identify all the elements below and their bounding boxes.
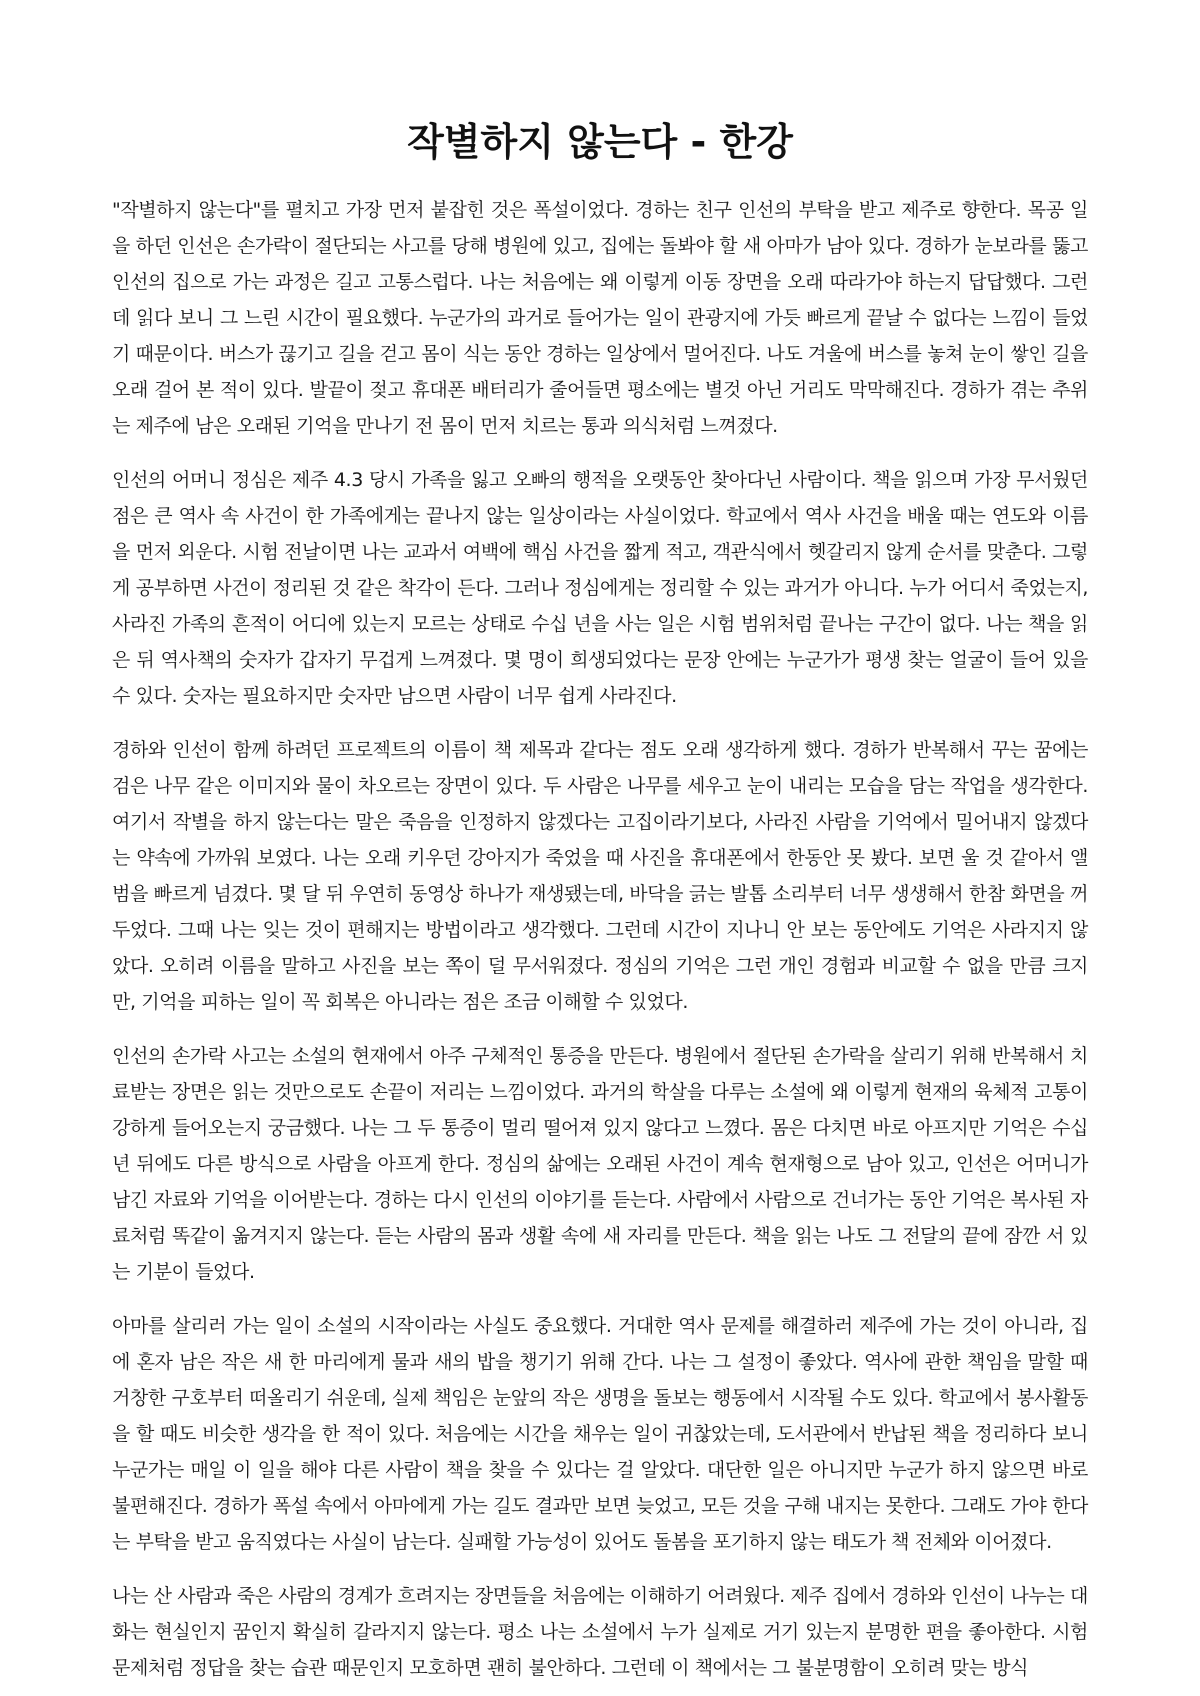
paragraph-4: 인선의 손가락 사고는 소설의 현재에서 아주 구체적인 통증을 만든다. 병원에서 절단된 손가락을 살리기 위해 반복해서 치료받는 장면은 읽는 것만으로도 손끝이 저리는 느낌이었다. 과거의 학살을 다루는 소설에 왜 이렇게 현재의 육체적 고통이 강하게 들어오는지 궁금했다. 나는 그 두 통증이 멀리 떨어져 있지 않다고 느꼈다. 몸은 다치면 바로 아프지만 기억은 수십 년 뒤에도 다른 방식으로 사람을 아프게 한다. 정심의 삶에는 오래된 사건이 계속 현재형으로 남아 있고, 인선은 어머니가 남긴 자료와 기억을 이어받는다. 경하는 다시 인선의 이야기를 듣는다. 사람에서 사람으로 건너가는 동안 기억은 복사된 자료처럼 똑같이 옮겨지지 않는다. 듣는 사람의 몸과 생활 속에 새 자리를 만든다. 책을 읽는 나도 그 전달의 끝에 잠깐 서 있는 기분이 들었다. [112, 1045, 1088, 1283]
paragraph-3: 경하와 인선이 함께 하려던 프로젝트의 이름이 책 제목과 같다는 점도 오래 생각하게 했다. 경하가 반복해서 꾸는 꿈에는 검은 나무 같은 이미지와 물이 차오르는 장면이 있다. 두 사람은 나무를 세우고 눈이 내리는 모습을 담는 작업을 생각한다. 여기서 작별을 하지 않는다는 말은 죽음을 인정하지 않겠다는 고집이라기보다, 사라진 사람을 기억에서 밀어내지 않겠다는 약속에 가까워 보였다. 나는 오래 키우던 강아지가 죽었을 때 사진을 휴대폰에서 한동안 못 봤다. 보면 울 것 같아서 앨범을 빠르게 넘겼다. 몇 달 뒤 우연히 동영상 하나가 재생됐는데, 바닥을 긁는 발톱 소리부터 너무 생생해서 한참 화면을 꺼 두었다. 그때 나는 잊는 것이 편해지는 방법이라고 생각했다. 그런데 시간이 지나니 안 보는 동안에도 기억은 사라지지 않았다. 오히려 이름을 말하고 사진을 보는 쪽이 덜 무서워졌다. 정심의 기억은 그런 개인 경험과 비교할 수 없을 만큼 크지만, 기억을 피하는 일이 꼭 회복은 아니라는 점은 조금 이해할 수 있었다. [112, 739, 1088, 1013]
paragraph-5: 아마를 살리러 가는 일이 소설의 시작이라는 사실도 중요했다. 거대한 역사 문제를 해결하러 제주에 가는 것이 아니라, 집에 혼자 남은 작은 새 한 마리에게 물과 새의 밥을 챙기기 위해 간다. 나는 그 설정이 좋았다. 역사에 관한 책임을 말할 때 거창한 구호부터 떠올리기 쉬운데, 실제 책임은 눈앞의 작은 생명을 돌보는 행동에서 시작될 수도 있다. 학교에서 봉사활동을 할 때도 비슷한 생각을 한 적이 있다. 처음에는 시간을 채우는 일이 귀찮았는데, 도서관에서 반납된 책을 정리하다 보니 누군가는 매일 이 일을 해야 다른 사람이 책을 찾을 수 있다는 걸 알았다. 대단한 일은 아니지만 누군가 하지 않으면 바로 불편해진다. 경하가 폭설 속에서 아마에게 가는 길도 결과만 보면 늦었고, 모든 것을 구해 내지는 못한다. 그래도 가야 한다는 부탁을 받고 움직였다는 사실이 남는다. 실패할 가능성이 있어도 돌봄을 포기하지 않는 태도가 책 전체와 이어졌다. [112, 1315, 1088, 1553]
paragraph-2: 인선의 어머니 정심은 제주 4.3 당시 가족을 잃고 오빠의 행적을 오랫동안 찾아다닌 사람이다. 책을 읽으며 가장 무서웠던 점은 큰 역사 속 사건이 한 가족에게는 끝나지 않는 일상이라는 사실이었다. 학교에서 역사 사건을 배울 때는 연도와 이름을 먼저 외운다. 시험 전날이면 나는 교과서 여백에 핵심 사건을 짧게 적고, 객관식에서 헷갈리지 않게 순서를 맞춘다. 그렇게 공부하면 사건이 정리된 것 같은 착각이 든다. 그러나 정심에게는 정리할 수 있는 과거가 아니다. 누가 어디서 죽었는지, 사라진 가족의 흔적이 어디에 있는지 모르는 상태로 수십 년을 사는 일은 시험 범위처럼 끝나는 구간이 없다. 나는 책을 읽은 뒤 역사책의 숫자가 갑자기 무겁게 느껴졌다. 몇 명이 희생되었다는 문장 안에는 누군가가 평생 찾는 얼굴이 들어 있을 수 있다. 숫자는 필요하지만 숫자만 남으면 사람이 너무 쉽게 사라진다. [112, 469, 1088, 707]
paragraph-6: 나는 산 사람과 죽은 사람의 경계가 흐려지는 장면들을 처음에는 이해하기 어려웠다. 제주 집에서 경하와 인선이 나누는 대화는 현실인지 꿈인지 확실히 갈라지지 않는다. 평소 나는 소설에서 누가 실제로 거기 있는지 분명한 편을 좋아한다. 시험 문제처럼 정답을 찾는 습관 때문인지 모호하면 괜히 불안하다. 그런데 이 책에서는 그 불분명함이 오히려 맞는 방식 [112, 1585, 1088, 1679]
document-title: 작별하지 않는다 - 한강 [407, 120, 793, 164]
paragraph-1: "작별하지 않는다"를 펼치고 가장 먼저 붙잡힌 것은 폭설이었다. 경하는 친구 인선의 부탁을 받고 제주로 향한다. 목공 일을 하던 인선은 손가락이 절단되는 사고를 당해 병원에 있고, 집에는 돌봐야 할 새 아마가 남아 있다. 경하가 눈보라를 뚫고 인선의 집으로 가는 과정은 길고 고통스럽다. 나는 처음에는 왜 이렇게 이동 장면을 오래 따라가야 하는지 답답했다. 그런데 읽다 보니 그 느린 시간이 필요했다. 누군가의 과거로 들어가는 일이 관광지에 가듯 빠르게 끝날 수 없다는 느낌이 들었기 때문이다. 버스가 끊기고 길을 걷고 몸이 식는 동안 경하는 일상에서 멀어진다. 나도 겨울에 버스를 놓쳐 눈이 쌓인 길을 오래 걸어 본 적이 있다. 발끝이 젖고 휴대폰 배터리가 줄어들면 평소에는 별것 아닌 거리도 막막해진다. 경하가 겪는 추위는 제주에 남은 오래된 기억을 만나기 전 몸이 먼저 치르는 통과 의식처럼 느껴졌다. [112, 199, 1088, 437]
